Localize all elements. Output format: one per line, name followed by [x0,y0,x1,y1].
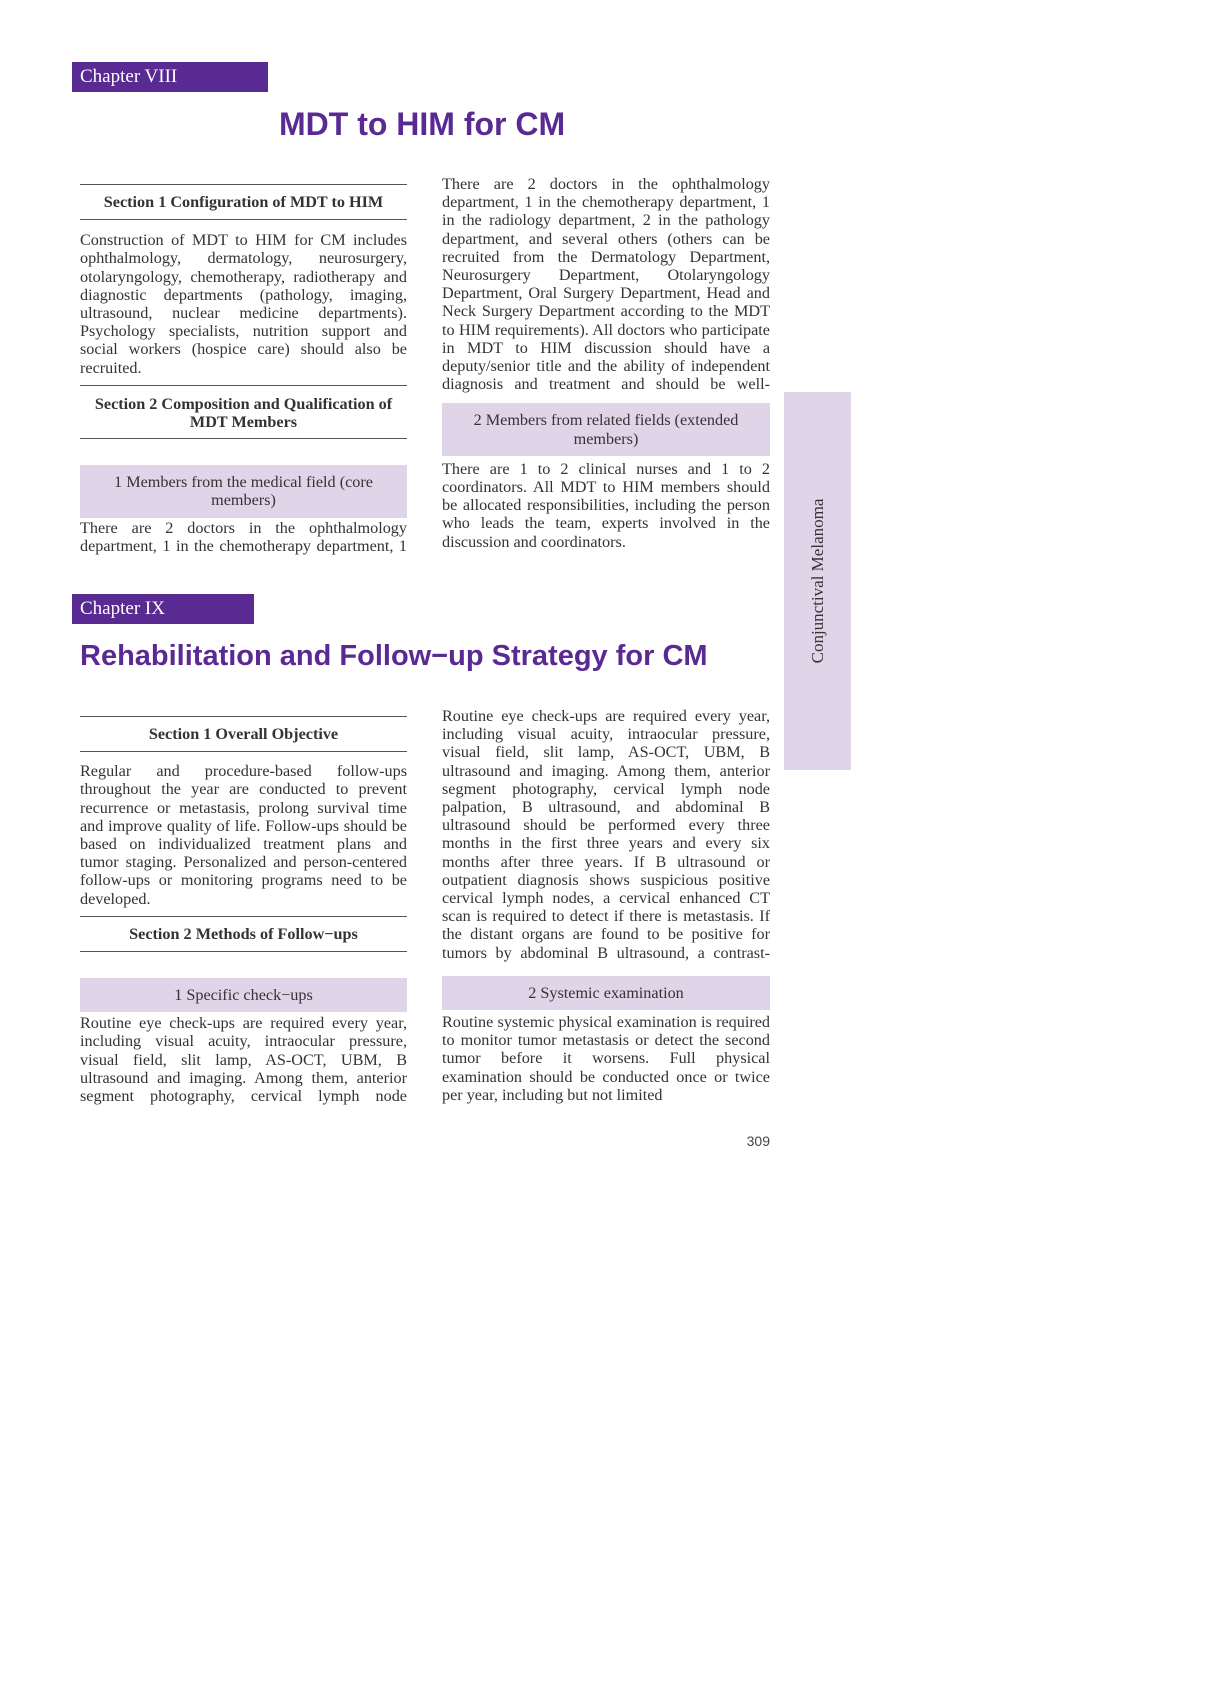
paragraph: There are 1 to 2 clinical nurses and 1 to 2 coordinators. All MDT to HIM members should be allocated responsibilities, including the person who leads the team, experts involved in the discussion and coordinators. [442,459,770,551]
chapter-tab: Chapter IX [72,594,254,624]
section-heading: Section 1 Configuration of MDT to HIM [80,184,407,220]
subsection-heading: 1 Specific check−ups [80,978,407,1012]
subsection-heading: 1 Members from the medical field (core members) [80,465,407,517]
left-column [80,716,407,1105]
right-column [442,707,770,1104]
left-column [80,184,407,555]
paragraph: Routine systemic physical examination is required to monitor tumor metastasis or detect the second tumor before it worsens. Full physical examination should be conducted once or twice per year, including but not limited [442,1013,770,1104]
section-heading: Section 2 Methods of Follow−ups [80,916,407,952]
subsection-heading: 2 Systemic examination [442,976,770,1010]
paragraph: Routine eye check-ups are required every year, including visual acuity, intraocular pressure, visual field, slit lamp, AS-OCT, UBM, B ultrasound and imaging. Among them, anterior segment photography, cervical lymph node palpation, B ultrasound, and abdominal B ultrasound should be performed every three months in the first three years and every six months after three years. If B ultrasound or outpatient diagnosis shows suspicious positive cervical lymph nodes, a cervical enhanced CT scan is required to detect if there is metastasis. If the distant organs are found to be positive for tumors by abdominal B ultrasound, a contrast- [442,707,770,962]
subsection-heading: 2 Members from related fields (extended members) [442,403,770,455]
right-column [442,175,770,551]
paragraph: Regular and procedure-based follow-ups throughout the year are conducted to prevent recurrence or metastasis, prolong survival time and improve quality of life. Follow-ups should be based on individualized treatment plans and tumor staging. Personalized and person-centered follow-ups or monitoring programs need to be developed. [80,762,407,908]
side-tab [784,392,851,770]
paragraph: There are 2 doctors in the ophthalmology department, 1 in the chemotherapy department, 1 in the radiology department, 2 in the pathology department, and several others (others can be recruited from the Dermatology Department, Neurosurgery Department, Otolaryngology Department, Oral Surgery Department, Head and Neck Surgery Department according to the MDT to HIM requirements). All doctors who participate in MDT to HIM discussion should have a deputy/senior title and the ability of independent diagnosis and treatment and should be well- [442,175,770,394]
paragraph: Routine eye check-ups are required every year, including visual acuity, intraocular pressure, visual field, slit lamp, AS-OCT, UBM, B ultrasound and imaging. Among them, anterior segment photography, cervical lymph node [80,1014,407,1106]
paragraph: Construction of MDT to HIM for CM includes ophthalmology, dermatology, neurosurgery, otolaryngology, chemotherapy, radiotherapy and diagnostic departments (pathology, imaging, ultrasound, nuclear medicine departments). Psychology specialists, nutrition support and social workers (hospice care) should also be recruited. [80,231,407,377]
chapter-title: MDT to HIM for CM [279,106,566,142]
paragraph: There are 2 doctors in the ophthalmology department, 1 in the chemotherapy department, 1 [80,518,407,555]
chapter-tab: Chapter VIII [72,62,268,92]
section-heading: Section 1 Overall Objective [80,716,407,752]
page-number: 309 [746,1133,770,1149]
chapter-title: Rehabilitation and Follow−up Strategy for CM [80,640,708,672]
paragraph-continuation [442,707,770,962]
paragraph-continuation [442,175,770,393]
section-heading: Section 2 Composition and Qualification of MDT Members [80,385,407,439]
side-tab-label: Conjunctival Melanoma [807,498,827,664]
